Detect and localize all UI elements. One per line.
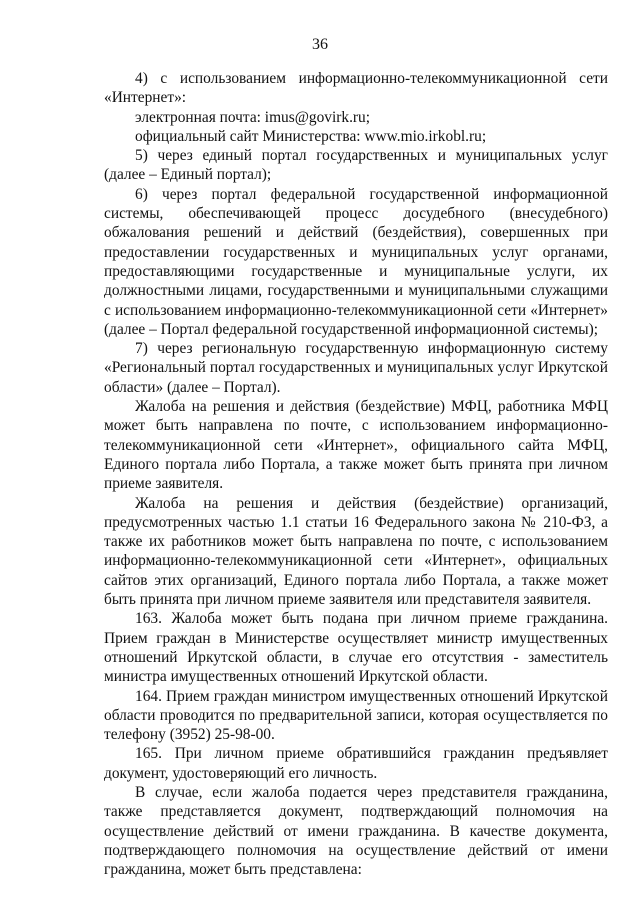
paragraph-mfc-complaint: Жалоба на решения и действия (бездействие) МФЦ, работника МФЦ может быть направлена по почте, с использованием информационно-телекоммуникационной сети «Интернет», официального сайта МФЦ, Единого портала либо Портала, а также может быть принята при личном приеме заявителя.: [104, 398, 608, 493]
paragraph-item-7-regional-portal: 7) через региональную государственную информационную систему «Региональный портал государственных и муниципальных услуг Иркутской области» (далее – Портал).: [104, 340, 608, 396]
paragraph-email: электронная почта: imus@govirk.ru;: [135, 108, 371, 126]
paragraph-item-5-unified-portal: 5) через единый портал государственных и муниципальных услуг (далее – Единый портал);: [104, 147, 608, 184]
paragraph-website: официальный сайт Министерства: www.mio.irkobl.ru;: [135, 127, 487, 145]
paragraph-section-165: 165. При личном приеме обратившийся гражданин предъявляет документ, удостоверяющий его личность.: [104, 745, 608, 782]
paragraph-section-163: 163. Жалоба может быть подана при личном приеме гражданина. Прием граждан в Министерстве осуществляет министр имущественных отношений Иркутской области, в случае его отсутствия - заместитель министра имущественных отношений Иркутской области.: [104, 610, 608, 686]
paragraph-item-4-internet: 4) с использованием информационно-телекоммуникационной сети «Интернет»:: [104, 70, 608, 107]
document-body: [104, 69, 608, 879]
page-number: 36: [312, 36, 328, 53]
paragraph-representative: В случае, если жалоба подается через представителя гражданина, также представляется документ, подтверждающий полномочия на осуществление действий от имени гражданина. В качестве документа, подтверждающего полномочия на осуществление действий от имени гражданина, может быть представлена:: [104, 783, 608, 879]
paragraph-item-6-federal-portal: 6) через портал федеральной государственной информационной системы, обеспечивающей процесс досудебного (внесудебного) обжалования решений и действий (бездействия), совершенных при предоставлении государственных и муниципальных услуг органами, предоставляющими государственные и муниципальные услуги, их должностными лицами, государственными и муниципальными служащими с использованием информационно-телекоммуникационной сети «Интернет» (далее – Портал федеральной государственной информационной системы);: [104, 185, 608, 338]
paragraph-organizations-complaint: Жалоба на решения и действия (бездействие) организаций, предусмотренных частью 1.1 статьи 16 Федерального закона № 210-ФЗ, а также их работников может быть направлена по почте, с использованием информационно-телекоммуникационной сети «Интернет», официальных сайтов этих организаций, Единого портала либо Портала, а также может быть принята при личном приеме заявителя или представителя заявителя.: [104, 494, 608, 609]
paragraph-section-164: 164. Прием граждан министром имущественных отношений Иркутской области проводится по предварительной записи, которая осуществляется по телефону (3952) 25-98-00.: [104, 687, 608, 744]
